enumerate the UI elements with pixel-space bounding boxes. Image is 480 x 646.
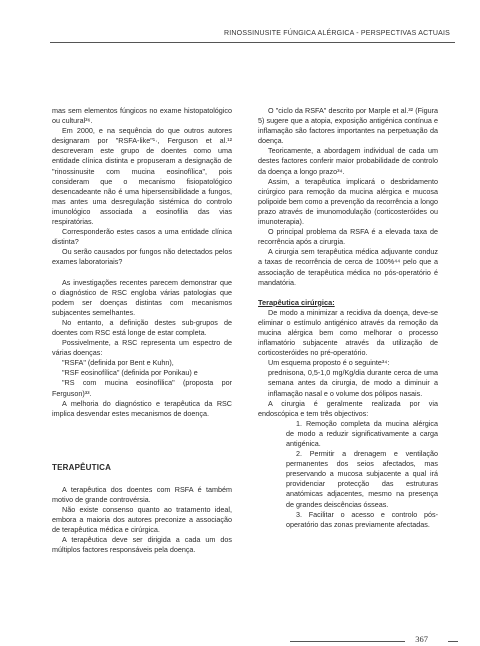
paragraph: Corresponderão estes casos a uma entidade clínica distinta? xyxy=(52,227,232,247)
paragraph: No entanto, a definição destes sub-grupos de doentes com RSC está longe de estar completa. xyxy=(52,317,232,337)
paragraph: A cirurgia sem terapêutica médica adjuvante conduz a taxas de recorrência de cerca de 100%⁴⁴ pelo que a associação de terapêutica médica no pós-operatório é mandatória. xyxy=(258,247,438,287)
paragraph: prednisona, 0,5-1,0 mg/Kg/dia durante cerca de uma semana antes da cirurgia, de modo a diminuir a inflamação nasal e o volume dos pólipos nasais. xyxy=(268,368,438,398)
quoted-line: "RSFA" (definida por Bent e Kuhn), xyxy=(62,358,174,368)
paragraph: A terapêutica deve ser dirigida a cada um dos múltiplos factores responsáveis pela doença. xyxy=(52,535,232,555)
left-column xyxy=(52,106,232,556)
paragraph: A melhoria do diagnóstico e terapêutica da RSC implica desvendar estes mecanismos de doença. xyxy=(52,398,232,418)
paragraph: O "ciclo da RSFA" descrito por Marple et al.³² (Figura 5) sugere que a atopia, exposição antigénica contínua e inflamação são factores importantes na perpetuação da doença. xyxy=(258,106,438,146)
paragraph: Ou serão causados por fungos não detectados pelos exames laboratoriais? xyxy=(52,247,232,267)
list-item: 2. Permitir a drenagem e ventilação permanentes dos seios afectados, mas preservando a mucosa subjacente a qual irá providenciar protecção das estruturas anatómicas adjacentes, mesmo na presença de grandes deiscências ósseas. xyxy=(286,449,438,509)
right-column xyxy=(258,106,438,530)
paragraph: Assim, a terapêutica implicará o desbridamento cirúrgico para remoção da mucina alérgica e mucosa polipoide bem como a prevenção da recorrência a longo prazo através de imunomodulação (corticosteróides ou imunoterapia). xyxy=(258,176,438,227)
list-item: 3. Facilitar o acesso e controlo pós-operatório das zonas previamente afectadas. xyxy=(286,509,438,529)
section-heading: TERAPÊUTICA xyxy=(52,462,112,472)
footer-rule xyxy=(290,641,405,642)
paragraph: De modo a minimizar a recidiva da doença, deve-se eliminar o estímulo antigénico através da remoção da mucina alérgica bem como melhorar o processo inflamatório subjacente através da utilização de corticosteróides no pré-operatório. xyxy=(258,307,438,358)
paragraph: Um esquema proposto é o seguinte³⁴: xyxy=(268,358,390,368)
header-rule xyxy=(50,42,455,43)
paragraph: A cirurgia é geralmente realizada por via endoscópica e tem três objectivos: xyxy=(258,398,438,418)
page-number: 367 xyxy=(415,634,428,644)
paragraph: mas sem elementos fúngicos no exame histopatológico ou cultural³⁶. xyxy=(52,106,232,126)
paragraph: O principal problema da RSFA é a elevada taxa de recorrência após a cirurgia. xyxy=(258,227,438,247)
paragraph: Em 2000, e na sequência do que outros autores designaram por "RSFA-like"¹·, Ferguson et al.¹² descreveram este grupo de doentes como uma entidade clínica distinta e propuseram a designação de "rinossinusite com mucina eosinofílica", pois consideram que o mecanismo fisiopatológico desencadeante não é uma hipersensibilidade a fungos, mas antes uma desregulação sistémica do controlo imunológico associada a eosinofilia das vias respiratórias. xyxy=(52,126,232,227)
list-item: 1. Remoção completa da mucina alérgica de modo a reduzir significativamente a carga antigénica. xyxy=(286,418,438,448)
paragraph: A terapêutica dos doentes com RSFA é também motivo de grande controvérsia. xyxy=(52,484,232,504)
quoted-line: "RS com mucina eosinofílica" (proposta por Ferguson)³³. xyxy=(52,378,232,398)
paragraph: As investigações recentes parecem demonstrar que o diagnóstico de RSC engloba várias patologias que podem ser doenças distintas com mecanismos subjacentes semelhantes. xyxy=(52,277,232,317)
paragraph: Teoricamente, a abordagem individual de cada um destes factores conferir maior probabilidade de controlo da doença a longo prazo³⁴. xyxy=(258,146,438,176)
footer-rule-right xyxy=(448,641,458,642)
quoted-line: "RSF eosinofílica" (definida por Ponikau) e xyxy=(62,368,198,378)
paragraph: Não existe consenso quanto ao tratamento ideal, embora a maioria dos autores preconize a associação de terapêutica médica e cirúrgica. xyxy=(52,505,232,535)
subsection-heading: Terapêutica cirúrgica: xyxy=(258,297,335,307)
paragraph: Possivelmente, a RSC representa um espectro de várias doenças: xyxy=(52,338,232,358)
running-title: RINOSSINUSITE FÚNGICA ALÉRGICA - PERSPECTIVAS ACTUAIS xyxy=(224,30,450,37)
